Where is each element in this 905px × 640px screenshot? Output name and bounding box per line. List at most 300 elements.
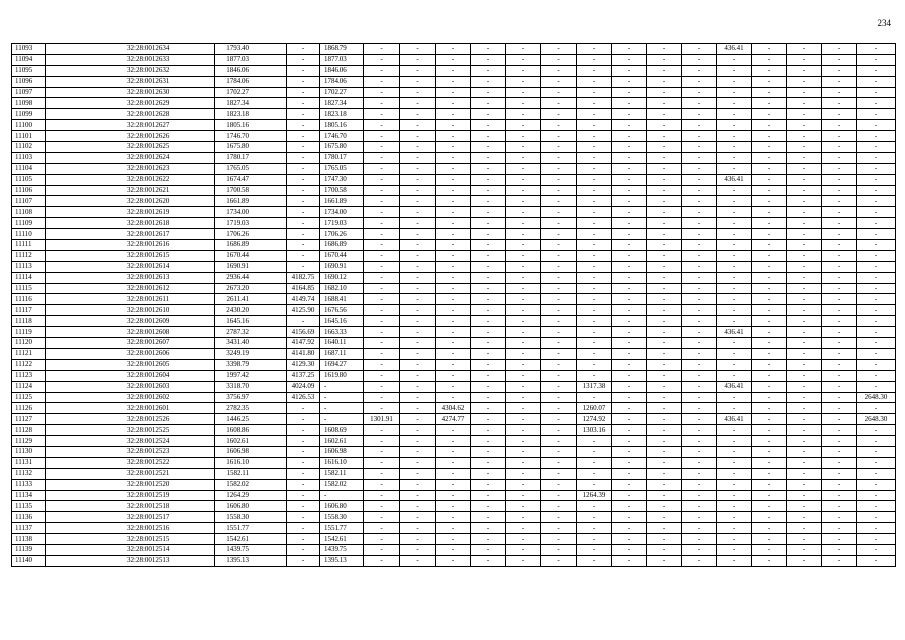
table-cell: - [717, 544, 752, 555]
table-cell: 11118 [12, 316, 46, 327]
table-cell: - [787, 479, 822, 490]
table-cell: - [612, 512, 647, 523]
table-cell: - [787, 381, 822, 392]
table-cell: - [857, 316, 896, 327]
table-cell: - [612, 54, 647, 65]
table-cell: - [541, 229, 577, 240]
table-cell: - [612, 261, 647, 272]
table-cell: - [647, 98, 682, 109]
table-cell: - [822, 109, 857, 120]
table-cell: - [647, 207, 682, 218]
table-cell: - [682, 283, 717, 294]
table-cell: - [506, 98, 541, 109]
table-cell: - [471, 120, 506, 131]
table-cell: - [577, 250, 612, 261]
table-cell: - [647, 544, 682, 555]
table-cell: - [717, 348, 752, 359]
table-cell: - [436, 65, 471, 76]
table-cell: - [612, 218, 647, 229]
table-cell: - [752, 87, 787, 98]
table-cell: 11105 [12, 174, 46, 185]
table-cell: - [436, 512, 471, 523]
table-cell: - [787, 457, 822, 468]
table-cell: - [612, 283, 647, 294]
table-cell: 1765.05 [320, 163, 364, 174]
table-cell: - [857, 348, 896, 359]
table-cell: 32:28:0012601 [46, 403, 215, 414]
table-cell: - [612, 392, 647, 403]
table-cell: - [287, 207, 320, 218]
table-cell: - [717, 305, 752, 316]
table-cell: 32:28:0012624 [46, 152, 215, 163]
table-cell: - [436, 359, 471, 370]
table-cell: - [612, 98, 647, 109]
table-cell: 1690.91 [320, 261, 364, 272]
table-cell: - [506, 316, 541, 327]
table-cell: 1719.03 [320, 218, 364, 229]
table-cell: - [577, 218, 612, 229]
table-cell: - [787, 359, 822, 370]
table-cell: - [752, 218, 787, 229]
table-cell: - [717, 109, 752, 120]
table-cell: - [364, 65, 400, 76]
table-cell: 11137 [12, 523, 46, 534]
table-cell: - [287, 131, 320, 142]
table-cell: - [612, 229, 647, 240]
table-cell: 32:28:0012622 [46, 174, 215, 185]
table-cell: - [400, 229, 436, 240]
table-cell: - [471, 87, 506, 98]
table-cell: - [436, 544, 471, 555]
table-cell: - [436, 327, 471, 338]
table-cell: - [436, 76, 471, 87]
table-cell: - [400, 250, 436, 261]
table-cell: 32:28:0012619 [46, 207, 215, 218]
table-cell: - [400, 174, 436, 185]
table-cell: 11115 [12, 283, 46, 294]
table-cell: 11124 [12, 381, 46, 392]
table-cell: - [364, 403, 400, 414]
table-cell: - [612, 370, 647, 381]
table-cell: 1780.17 [320, 152, 364, 163]
table-cell: - [436, 338, 471, 349]
table-cell: - [320, 403, 364, 414]
table-cell: - [647, 316, 682, 327]
table-cell: - [822, 174, 857, 185]
table-cell: 1827.34 [215, 98, 287, 109]
table-cell: - [287, 436, 320, 447]
table-cell: - [541, 44, 577, 55]
table-cell: - [612, 142, 647, 153]
table-cell: - [436, 152, 471, 163]
table-cell: - [787, 142, 822, 153]
table-cell: - [787, 196, 822, 207]
table-cell: - [287, 44, 320, 55]
table-cell: - [577, 305, 612, 316]
table-cell: - [364, 425, 400, 436]
table-cell: - [787, 229, 822, 240]
table-cell: - [682, 555, 717, 566]
table-cell: - [471, 65, 506, 76]
table-cell: - [857, 283, 896, 294]
table-cell: 11134 [12, 490, 46, 501]
table-cell: - [857, 359, 896, 370]
table-cell: - [577, 359, 612, 370]
table-cell: 4147.92 [287, 338, 320, 349]
table-cell: - [717, 512, 752, 523]
table-cell: - [471, 131, 506, 142]
table-cell: - [787, 555, 822, 566]
table-cell: - [822, 54, 857, 65]
table-cell: - [787, 446, 822, 457]
table-cell: - [364, 44, 400, 55]
table-cell: - [682, 403, 717, 414]
table-cell: - [577, 240, 612, 251]
table-cell: - [577, 446, 612, 457]
table-cell: - [364, 76, 400, 87]
table-cell: - [752, 370, 787, 381]
table-cell: - [577, 294, 612, 305]
table-cell: - [506, 327, 541, 338]
table-cell: - [717, 185, 752, 196]
table-row [12, 87, 896, 98]
table-row [12, 185, 896, 196]
table-cell: 32:28:0012628 [46, 109, 215, 120]
table-cell: 1686.89 [320, 240, 364, 251]
table-cell: - [612, 152, 647, 163]
table-cell: 32:28:0012523 [46, 446, 215, 457]
table-cell: - [436, 381, 471, 392]
table-cell: - [287, 490, 320, 501]
table-cell: - [287, 512, 320, 523]
table-cell: 4126.53 [287, 392, 320, 403]
table-cell: - [471, 523, 506, 534]
table-cell: - [400, 305, 436, 316]
table-cell: - [287, 65, 320, 76]
table-cell: - [287, 414, 320, 425]
table-cell: - [471, 534, 506, 545]
table-cell: - [857, 338, 896, 349]
table-cell: 11109 [12, 218, 46, 229]
table-cell: - [822, 381, 857, 392]
table-cell: - [857, 534, 896, 545]
table-cell: - [682, 196, 717, 207]
table-cell: - [717, 468, 752, 479]
table-cell: 32:28:0012617 [46, 229, 215, 240]
table-cell: 32:28:0012513 [46, 555, 215, 566]
table-cell: - [717, 54, 752, 65]
table-cell: 1675.80 [320, 142, 364, 153]
table-cell: - [647, 348, 682, 359]
table-cell: - [682, 109, 717, 120]
table-cell: - [752, 98, 787, 109]
table-cell: - [682, 98, 717, 109]
table-cell: - [822, 283, 857, 294]
table-cell: - [577, 468, 612, 479]
table-cell: - [400, 196, 436, 207]
table-cell: - [682, 142, 717, 153]
table-row [12, 76, 896, 87]
table-cell: - [787, 370, 822, 381]
table-cell: - [752, 468, 787, 479]
table-cell: 4137.25 [287, 370, 320, 381]
table-cell: - [287, 87, 320, 98]
table-cell: 11131 [12, 457, 46, 468]
table-cell: - [822, 446, 857, 457]
table-cell: 1700.58 [320, 185, 364, 196]
table-cell: - [752, 229, 787, 240]
table-cell: 2673.20 [215, 283, 287, 294]
table-cell: - [287, 316, 320, 327]
table-row [12, 534, 896, 545]
table-cell: - [506, 283, 541, 294]
table-cell: 1582.11 [320, 468, 364, 479]
table-cell: - [436, 457, 471, 468]
table-cell: - [857, 272, 896, 283]
table-cell: - [506, 76, 541, 87]
table-cell: - [506, 348, 541, 359]
table-cell: 11126 [12, 403, 46, 414]
table-cell: - [752, 501, 787, 512]
table-cell: - [506, 305, 541, 316]
table-cell: - [682, 261, 717, 272]
table-cell: - [717, 436, 752, 447]
table-cell: - [647, 109, 682, 120]
table-cell: - [822, 65, 857, 76]
table-cell: 4141.80 [287, 348, 320, 359]
table-cell: - [612, 446, 647, 457]
table-cell: - [436, 446, 471, 457]
table-cell: - [287, 76, 320, 87]
table-cell: - [822, 272, 857, 283]
table-cell: - [506, 185, 541, 196]
table-cell: - [471, 196, 506, 207]
table-cell: - [752, 316, 787, 327]
table-cell: - [400, 501, 436, 512]
table-cell: - [364, 479, 400, 490]
table-cell: 1439.75 [320, 544, 364, 555]
table-cell: - [822, 207, 857, 218]
table-cell: 3398.79 [215, 359, 287, 370]
table-cell: - [436, 479, 471, 490]
table-cell: - [612, 131, 647, 142]
table-row [12, 218, 896, 229]
table-cell: 2611.41 [215, 294, 287, 305]
table-cell: - [647, 294, 682, 305]
table-cell: 11129 [12, 436, 46, 447]
table-cell: - [857, 174, 896, 185]
table-cell: 32:28:0012522 [46, 457, 215, 468]
table-cell: - [857, 305, 896, 316]
table-cell: 1734.00 [215, 207, 287, 218]
table-cell: - [471, 98, 506, 109]
table-cell: - [471, 261, 506, 272]
table-cell: - [612, 338, 647, 349]
table-cell: - [752, 250, 787, 261]
table-row [12, 54, 896, 65]
table-cell: - [364, 109, 400, 120]
table-cell: - [752, 207, 787, 218]
table-cell: - [400, 555, 436, 566]
table-cell: - [471, 436, 506, 447]
table-cell: - [752, 479, 787, 490]
table-cell: - [506, 131, 541, 142]
table-cell: - [577, 272, 612, 283]
table-cell: - [400, 446, 436, 457]
table-cell: 11135 [12, 501, 46, 512]
table-cell: - [436, 468, 471, 479]
table-cell: 4164.85 [287, 283, 320, 294]
table-cell: 1551.77 [215, 523, 287, 534]
table-cell: - [471, 425, 506, 436]
table-cell: - [752, 534, 787, 545]
table-cell: 1784.06 [320, 76, 364, 87]
table-cell: - [506, 65, 541, 76]
table-cell: 11095 [12, 65, 46, 76]
table-cell: - [436, 87, 471, 98]
table-cell: 11107 [12, 196, 46, 207]
table-cell: - [577, 207, 612, 218]
table-cell: - [436, 142, 471, 153]
table-cell: - [506, 544, 541, 555]
table-cell: - [541, 152, 577, 163]
table-cell: 1582.02 [320, 479, 364, 490]
table-row [12, 348, 896, 359]
table-cell: - [822, 457, 857, 468]
table-cell: 4182.75 [287, 272, 320, 283]
table-cell: - [787, 120, 822, 131]
table-cell: - [647, 555, 682, 566]
table-cell: 2936.44 [215, 272, 287, 283]
table-cell: 1670.44 [215, 250, 287, 261]
table-cell: 1301.91 [364, 414, 400, 425]
table-cell: - [364, 152, 400, 163]
table-cell: - [787, 305, 822, 316]
table-cell: - [364, 250, 400, 261]
table-cell: - [612, 523, 647, 534]
table-cell: - [787, 425, 822, 436]
table-cell: - [857, 468, 896, 479]
table-cell: - [364, 196, 400, 207]
table-cell: - [822, 370, 857, 381]
table-cell: - [577, 87, 612, 98]
table-cell: 32:28:0012604 [46, 370, 215, 381]
table-cell: 1606.80 [320, 501, 364, 512]
table-cell: - [471, 392, 506, 403]
table-cell: 32:28:0012616 [46, 240, 215, 251]
table-cell: - [577, 534, 612, 545]
table-cell: - [287, 261, 320, 272]
table-cell: - [436, 185, 471, 196]
table-cell: - [364, 523, 400, 534]
table-cell: - [647, 403, 682, 414]
table-row [12, 305, 896, 316]
table-cell: 32:28:0012621 [46, 185, 215, 196]
table-cell: - [541, 501, 577, 512]
table-cell: 1670.44 [320, 250, 364, 261]
table-cell: - [287, 218, 320, 229]
table-cell: - [541, 359, 577, 370]
table-cell: 1702.27 [215, 87, 287, 98]
table-cell: - [506, 87, 541, 98]
table-cell: - [682, 229, 717, 240]
table-cell: - [364, 457, 400, 468]
table-row [12, 338, 896, 349]
table-cell: 32:28:0012515 [46, 534, 215, 545]
table-cell: - [577, 54, 612, 65]
table-cell: - [787, 131, 822, 142]
table-cell: - [471, 305, 506, 316]
table-cell: - [400, 76, 436, 87]
table-cell: - [647, 414, 682, 425]
table-cell: - [471, 544, 506, 555]
table-cell: 32:28:0012618 [46, 218, 215, 229]
table-cell: - [577, 76, 612, 87]
table-row [12, 294, 896, 305]
table-cell: - [436, 490, 471, 501]
table-cell: - [471, 185, 506, 196]
table-cell: - [577, 174, 612, 185]
table-cell: - [857, 54, 896, 65]
table-cell: 1780.17 [215, 152, 287, 163]
table-cell: 1676.56 [320, 305, 364, 316]
table-cell: - [752, 555, 787, 566]
table-cell: - [541, 327, 577, 338]
table-cell: - [787, 523, 822, 534]
table-cell: 32:28:0012517 [46, 512, 215, 523]
table-cell: - [822, 523, 857, 534]
table-cell: 32:28:0012610 [46, 305, 215, 316]
table-cell: - [471, 414, 506, 425]
table-cell: - [682, 512, 717, 523]
table-cell: - [541, 87, 577, 98]
table-cell: - [541, 338, 577, 349]
table-cell: 1827.34 [320, 98, 364, 109]
table-cell: - [717, 131, 752, 142]
table-cell: 1823.18 [215, 109, 287, 120]
table-cell: - [752, 44, 787, 55]
table-cell: - [787, 218, 822, 229]
table-cell: - [400, 131, 436, 142]
table-cell: - [647, 54, 682, 65]
table-cell: - [717, 555, 752, 566]
table-cell: - [400, 142, 436, 153]
table-cell: - [752, 305, 787, 316]
table-cell: 4304.62 [436, 403, 471, 414]
table-cell: - [752, 240, 787, 251]
table-cell: - [682, 544, 717, 555]
table-cell: 32:28:0012526 [46, 414, 215, 425]
table-cell: - [822, 316, 857, 327]
table-cell: - [822, 76, 857, 87]
table-cell: - [364, 283, 400, 294]
table-cell: - [436, 109, 471, 120]
table-cell: - [822, 305, 857, 316]
table-cell: - [400, 109, 436, 120]
table-cell: - [682, 327, 717, 338]
table-cell: 1805.16 [215, 120, 287, 131]
table-cell: - [717, 240, 752, 251]
table-cell: 1687.11 [320, 348, 364, 359]
table-cell: - [506, 240, 541, 251]
table-cell: - [541, 250, 577, 261]
table-cell: - [682, 163, 717, 174]
table-cell: - [647, 436, 682, 447]
table-cell: - [471, 490, 506, 501]
table-cell: - [822, 555, 857, 566]
table-cell: - [752, 392, 787, 403]
table-cell: - [682, 185, 717, 196]
